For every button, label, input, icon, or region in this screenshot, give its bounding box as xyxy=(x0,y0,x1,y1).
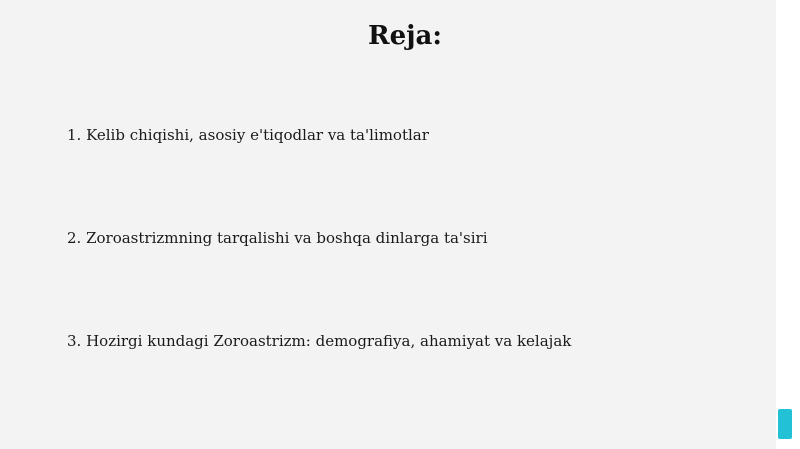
plan-item-2: 2. Zoroastrizmning tarqalishi va boshqa dinlarga ta'siri xyxy=(67,229,488,247)
vertical-scrollbar[interactable] xyxy=(776,0,800,449)
plan-item-1: 1. Kelib chiqishi, asosiy e'tiqodlar va ta'limotlar xyxy=(67,126,429,144)
plan-item-3: 3. Hozirgi kundagi Zoroastrizm: demografiya, ahamiyat va kelajak xyxy=(67,332,572,350)
scrollbar-thumb[interactable] xyxy=(778,409,792,439)
slide-title: Reja: xyxy=(367,21,442,51)
